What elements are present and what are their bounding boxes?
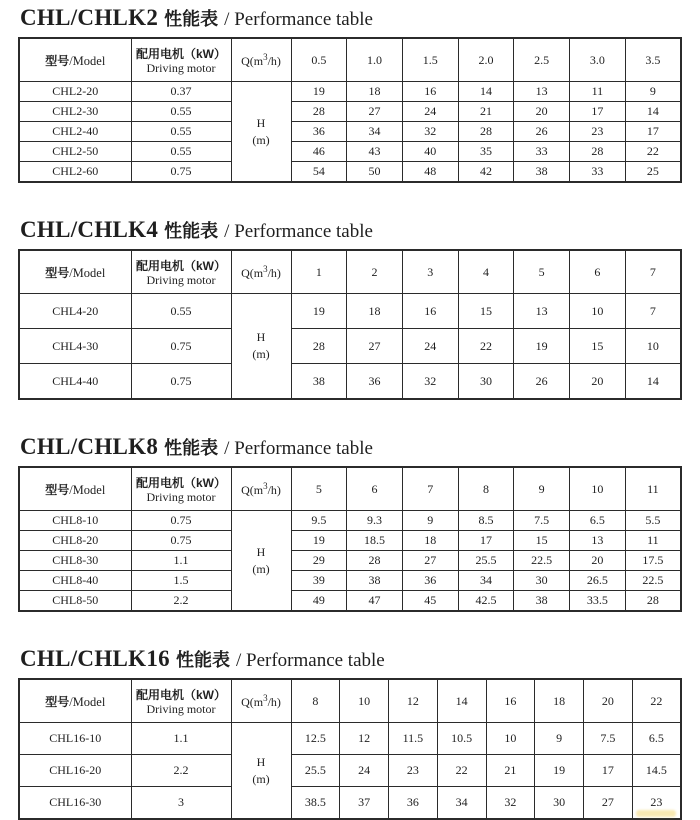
- col-header-model: [19, 679, 131, 723]
- head-value-cell: 7.5: [514, 511, 570, 531]
- title-chinese-label: 性能表: [164, 9, 219, 29]
- table-row: [19, 82, 681, 102]
- motor-power-cell: 2.2: [131, 755, 231, 787]
- title-model-code: CHL/CHLK2: [20, 5, 159, 30]
- head-value-cell: 8.5: [458, 511, 514, 531]
- head-value-cell: 18.5: [347, 531, 403, 551]
- title-chinese-label: 性能表: [164, 221, 219, 241]
- head-value-cell: 26.5: [570, 571, 626, 591]
- head-unit-line1: H: [256, 330, 266, 344]
- motor-header-en: Driving motor: [146, 272, 216, 287]
- col-header-model: [19, 467, 131, 511]
- head-value-cell: 20: [570, 364, 626, 400]
- q-superscript: 3: [263, 263, 268, 274]
- col-header-flow-value: 1.5: [402, 38, 458, 82]
- q-superscript: 3: [263, 51, 268, 62]
- head-value-cell: 23: [570, 122, 626, 142]
- head-value-cell: 30: [514, 571, 570, 591]
- head-value-cell: 42.5: [458, 591, 514, 612]
- head-value-cell: 10.5: [437, 723, 486, 755]
- head-value-cell: 45: [402, 591, 458, 612]
- head-value-cell: 54: [291, 162, 347, 183]
- col-header-flow-value: 8: [291, 679, 340, 723]
- col-header-flow-value: 7: [625, 250, 681, 294]
- table-row: [19, 511, 681, 531]
- head-value-cell: 22: [458, 329, 514, 364]
- head-value-cell: 22.5: [625, 571, 681, 591]
- title-model-code: CHL/CHLK8: [20, 434, 159, 459]
- col-header-flow-value: 9: [514, 467, 570, 511]
- head-value-cell: 13: [514, 82, 570, 102]
- col-header-flow-value: 4: [458, 250, 514, 294]
- head-value-cell: 24: [340, 755, 389, 787]
- col-header-model: [19, 250, 131, 294]
- head-value-cell: 36: [389, 787, 438, 820]
- watermark: [636, 810, 676, 817]
- head-value-cell: 20: [514, 102, 570, 122]
- head-value-cell: 16: [402, 294, 458, 329]
- title-chinese-label: 性能表: [175, 650, 230, 670]
- motor-power-cell: 0.55: [131, 102, 231, 122]
- head-value-cell: 24: [402, 102, 458, 122]
- header-row: [19, 250, 681, 294]
- head-value-cell: 47: [347, 591, 403, 612]
- section-title: [20, 5, 682, 31]
- model-cell: CHL2-40: [19, 122, 131, 142]
- head-value-cell: 25: [625, 162, 681, 183]
- head-value-cell: 10: [625, 329, 681, 364]
- table-row: [19, 571, 681, 591]
- table-row: [19, 531, 681, 551]
- head-value-cell: 16: [402, 82, 458, 102]
- head-value-cell: 27: [347, 102, 403, 122]
- head-value-cell: 29: [291, 551, 347, 571]
- col-header-flow-value: 12: [389, 679, 438, 723]
- title-chinese-label: 性能表: [164, 438, 219, 458]
- title-model-code: CHL/CHLK4: [20, 217, 159, 242]
- model-cell: CHL4-40: [19, 364, 131, 400]
- head-value-cell: 13: [570, 531, 626, 551]
- performance-section-chlk4: [18, 217, 682, 400]
- table-row: [19, 162, 681, 183]
- head-value-cell: 15: [514, 531, 570, 551]
- q-suffix: /h): [267, 53, 281, 68]
- head-value-cell: 28: [347, 551, 403, 571]
- head-unit-line1: H: [256, 115, 266, 130]
- col-header-flow-q: [231, 250, 291, 294]
- head-value-cell: 9.5: [291, 511, 347, 531]
- model-cell: CHL2-50: [19, 142, 131, 162]
- title-english-label: / Performance table: [235, 650, 385, 671]
- table-row: [19, 294, 681, 329]
- head-value-cell: 27: [347, 329, 403, 364]
- col-header-flow-value: 16: [486, 679, 535, 723]
- model-header-en: /Model: [69, 694, 106, 709]
- head-value-cell: 11.5: [389, 723, 438, 755]
- head-value-cell: 14: [625, 102, 681, 122]
- head-value-cell: 36: [402, 571, 458, 591]
- head-value-cell: 25.5: [291, 755, 340, 787]
- model-cell: CHL4-30: [19, 329, 131, 364]
- head-value-cell: 15: [570, 329, 626, 364]
- head-value-cell: 38: [514, 162, 570, 183]
- head-value-cell: 30: [458, 364, 514, 400]
- table-row: [19, 723, 681, 755]
- head-value-cell: 7.5: [584, 723, 633, 755]
- head-unit-line1: H: [256, 544, 266, 559]
- header-row: [19, 467, 681, 511]
- col-header-flow-value: 3.0: [570, 38, 626, 82]
- head-value-cell: 42: [458, 162, 514, 183]
- head-value-cell: 33.5: [570, 591, 626, 612]
- section-title: [20, 217, 682, 243]
- head-value-cell: 19: [291, 82, 347, 102]
- performance-table: [18, 249, 682, 400]
- performance-section-chlk16: [18, 646, 682, 820]
- motor-power-cell: 1.1: [131, 723, 231, 755]
- model-header-cn: 型号: [45, 53, 70, 68]
- col-header-driving-motor: [131, 679, 231, 723]
- head-value-cell: 37: [340, 787, 389, 820]
- head-value-cell: 35: [458, 142, 514, 162]
- head-value-cell: 15: [458, 294, 514, 329]
- col-header-flow-value: 1: [291, 250, 347, 294]
- table-row: [19, 364, 681, 400]
- motor-power-cell: 3: [131, 787, 231, 820]
- head-value-cell: 48: [402, 162, 458, 183]
- head-value-cell: 27: [584, 787, 633, 820]
- table-row: [19, 102, 681, 122]
- head-value-cell: 38.5: [291, 787, 340, 820]
- model-cell: CHL16-30: [19, 787, 131, 820]
- head-value-cell: 5.5: [625, 511, 681, 531]
- col-header-flow-value: 6: [570, 250, 626, 294]
- col-header-flow-value: 10: [340, 679, 389, 723]
- head-value-cell: 7: [625, 294, 681, 329]
- motor-header-cn: 配用电机（kW）: [135, 46, 226, 61]
- head-value-cell: 21: [458, 102, 514, 122]
- head-value-cell: 14.5: [632, 755, 681, 787]
- col-header-driving-motor: [131, 250, 231, 294]
- col-header-flow-value: 1.0: [347, 38, 403, 82]
- table-row: [19, 122, 681, 142]
- q-prefix: Q(m: [241, 53, 264, 68]
- col-header-flow-value: 14: [437, 679, 486, 723]
- title-model-code: CHL/CHLK16: [20, 646, 170, 671]
- head-value-cell: 18: [347, 294, 403, 329]
- head-value-cell: 32: [402, 122, 458, 142]
- head-value-cell: 49: [291, 591, 347, 612]
- head-value-cell: 32: [486, 787, 535, 820]
- head-value-cell: 19: [291, 531, 347, 551]
- head-value-cell: 23: [389, 755, 438, 787]
- motor-header-cn: 配用电机（kW）: [135, 258, 226, 273]
- motor-power-cell: 0.55: [131, 294, 231, 329]
- title-english-label: / Performance table: [224, 221, 373, 242]
- q-suffix: /h): [267, 694, 281, 709]
- col-header-driving-motor: [131, 38, 231, 82]
- head-value-cell: 14: [625, 364, 681, 400]
- head-unit-cell: [231, 723, 291, 820]
- head-unit-line2: (m): [252, 132, 270, 147]
- col-header-flow-q: [231, 679, 291, 723]
- head-value-cell: 34: [458, 571, 514, 591]
- motor-header-en: Driving motor: [146, 701, 216, 716]
- section-title: [20, 434, 682, 460]
- col-header-flow-value: 3.5: [625, 38, 681, 82]
- head-value-cell: 18: [402, 531, 458, 551]
- head-unit-line2: (m): [252, 561, 270, 576]
- model-cell: CHL2-30: [19, 102, 131, 122]
- q-suffix: /h): [267, 265, 281, 280]
- head-value-cell: 18: [347, 82, 403, 102]
- head-value-cell: 6.5: [570, 511, 626, 531]
- col-header-flow-value: 5: [291, 467, 347, 511]
- motor-power-cell: 0.75: [131, 364, 231, 400]
- model-cell: CHL16-10: [19, 723, 131, 755]
- head-value-cell: 40: [402, 142, 458, 162]
- model-cell: CHL8-40: [19, 571, 131, 591]
- head-value-cell: 21: [486, 755, 535, 787]
- head-value-cell: 19: [514, 329, 570, 364]
- col-header-flow-value: 2.0: [458, 38, 514, 82]
- head-value-cell: 27: [402, 551, 458, 571]
- head-value-cell: 34: [347, 122, 403, 142]
- col-header-flow-value: 8: [458, 467, 514, 511]
- head-value-cell: 26: [514, 364, 570, 400]
- head-value-cell: 9: [402, 511, 458, 531]
- head-value-cell: 34: [437, 787, 486, 820]
- model-cell: CHL2-20: [19, 82, 131, 102]
- head-value-cell: 11: [570, 82, 626, 102]
- model-header-cn: 型号: [45, 694, 70, 709]
- table-row: [19, 551, 681, 571]
- model-header-cn: 型号: [45, 482, 70, 497]
- q-prefix: Q(m: [241, 265, 264, 280]
- header-row: [19, 679, 681, 723]
- model-header-en: /Model: [69, 53, 106, 68]
- motor-header-en: Driving motor: [146, 60, 216, 75]
- col-header-flow-q: [231, 467, 291, 511]
- model-cell: CHL4-20: [19, 294, 131, 329]
- performance-section-chlk2: [18, 5, 682, 183]
- head-value-cell: 38: [514, 591, 570, 612]
- head-value-cell: 20: [570, 551, 626, 571]
- col-header-flow-value: 0.5: [291, 38, 347, 82]
- performance-table: [18, 678, 682, 820]
- head-value-cell: 17: [584, 755, 633, 787]
- section-title: [20, 646, 682, 672]
- table-row: [19, 755, 681, 787]
- q-suffix: /h): [267, 482, 281, 497]
- head-value-cell: 17: [458, 531, 514, 551]
- head-value-cell: 43: [347, 142, 403, 162]
- head-value-cell: 12: [340, 723, 389, 755]
- model-cell: CHL16-20: [19, 755, 131, 787]
- col-header-flow-value: 11: [625, 467, 681, 511]
- head-value-cell: 28: [291, 329, 347, 364]
- performance-table: [18, 466, 682, 612]
- col-header-flow-value: 6: [347, 467, 403, 511]
- head-value-cell: 19: [535, 755, 584, 787]
- head-value-cell: 36: [291, 122, 347, 142]
- motor-power-cell: 0.37: [131, 82, 231, 102]
- motor-power-cell: 2.2: [131, 591, 231, 612]
- col-header-flow-value: 10: [570, 467, 626, 511]
- col-header-flow-value: 7: [402, 467, 458, 511]
- table-row: [19, 787, 681, 820]
- motor-header-cn: 配用电机（kW）: [135, 687, 226, 702]
- head-value-cell: 9: [535, 723, 584, 755]
- head-value-cell: 33: [514, 142, 570, 162]
- head-value-cell: 32: [402, 364, 458, 400]
- col-header-flow-q: [231, 38, 291, 82]
- motor-power-cell: 0.75: [131, 531, 231, 551]
- head-value-cell: 17: [570, 102, 626, 122]
- col-header-flow-value: 20: [584, 679, 633, 723]
- head-value-cell: 46: [291, 142, 347, 162]
- table-row: [19, 329, 681, 364]
- motor-power-cell: 0.55: [131, 142, 231, 162]
- head-value-cell: 19: [291, 294, 347, 329]
- head-value-cell: 28: [570, 142, 626, 162]
- head-value-cell: 11: [625, 531, 681, 551]
- head-value-cell: 36: [347, 364, 403, 400]
- head-value-cell: 14: [458, 82, 514, 102]
- head-value-cell: 9: [625, 82, 681, 102]
- model-header-cn: 型号: [45, 265, 70, 280]
- head-value-cell: 17.5: [625, 551, 681, 571]
- head-value-cell: 25.5: [458, 551, 514, 571]
- model-cell: CHL8-50: [19, 591, 131, 612]
- head-value-cell: 17: [625, 122, 681, 142]
- motor-power-cell: 1.1: [131, 551, 231, 571]
- motor-power-cell: 0.75: [131, 511, 231, 531]
- head-value-cell: 50: [347, 162, 403, 183]
- q-prefix: Q(m: [241, 694, 264, 709]
- head-value-cell: 12.5: [291, 723, 340, 755]
- model-cell: CHL8-30: [19, 551, 131, 571]
- motor-power-cell: 0.75: [131, 162, 231, 183]
- motor-power-cell: 0.75: [131, 329, 231, 364]
- q-superscript: 3: [263, 480, 268, 491]
- head-value-cell: 24: [402, 329, 458, 364]
- head-value-cell: 26: [514, 122, 570, 142]
- table-row: [19, 142, 681, 162]
- head-unit-cell: [231, 82, 291, 183]
- head-value-cell: 10: [486, 723, 535, 755]
- title-english-label: / Performance table: [224, 9, 373, 30]
- col-header-flow-value: 2.5: [514, 38, 570, 82]
- model-cell: CHL8-20: [19, 531, 131, 551]
- performance-section-chlk8: [18, 434, 682, 612]
- q-prefix: Q(m: [241, 482, 264, 497]
- head-value-cell: 10: [570, 294, 626, 329]
- col-header-flow-value: 2: [347, 250, 403, 294]
- head-value-cell: 39: [291, 571, 347, 591]
- performance-table: [18, 37, 682, 183]
- head-unit-line2: (m): [252, 771, 270, 786]
- q-superscript: 3: [263, 692, 268, 703]
- head-value-cell: 22: [437, 755, 486, 787]
- head-value-cell: 38: [347, 571, 403, 591]
- head-value-cell: 22: [625, 142, 681, 162]
- head-unit-cell: [231, 511, 291, 612]
- model-header-en: /Model: [69, 482, 106, 497]
- motor-power-cell: 1.5: [131, 571, 231, 591]
- motor-power-cell: 0.55: [131, 122, 231, 142]
- head-value-cell: 23: [632, 787, 681, 820]
- col-header-flow-value: 5: [514, 250, 570, 294]
- motor-header-en: Driving motor: [146, 489, 216, 504]
- head-value-cell: 6.5: [632, 723, 681, 755]
- header-row: [19, 38, 681, 82]
- title-english-label: / Performance table: [224, 438, 373, 459]
- head-value-cell: 33: [570, 162, 626, 183]
- col-header-flow-value: 3: [402, 250, 458, 294]
- head-value-cell: 28: [458, 122, 514, 142]
- table-row: [19, 591, 681, 612]
- head-value-cell: 28: [291, 102, 347, 122]
- col-header-model: [19, 38, 131, 82]
- col-header-flow-value: 22: [632, 679, 681, 723]
- col-header-flow-value: 18: [535, 679, 584, 723]
- head-value-cell: 9.3: [347, 511, 403, 531]
- head-unit-line1: H: [256, 754, 266, 769]
- head-value-cell: 22.5: [514, 551, 570, 571]
- model-cell: CHL2-60: [19, 162, 131, 183]
- head-unit-cell: [231, 294, 291, 400]
- model-cell: CHL8-10: [19, 511, 131, 531]
- head-unit-line2: (m): [252, 347, 270, 361]
- head-value-cell: 38: [291, 364, 347, 400]
- col-header-driving-motor: [131, 467, 231, 511]
- head-value-cell: 13: [514, 294, 570, 329]
- motor-header-cn: 配用电机（kW）: [135, 475, 226, 490]
- model-header-en: /Model: [69, 265, 106, 280]
- head-value-cell: 28: [625, 591, 681, 612]
- head-value-cell: 30: [535, 787, 584, 820]
